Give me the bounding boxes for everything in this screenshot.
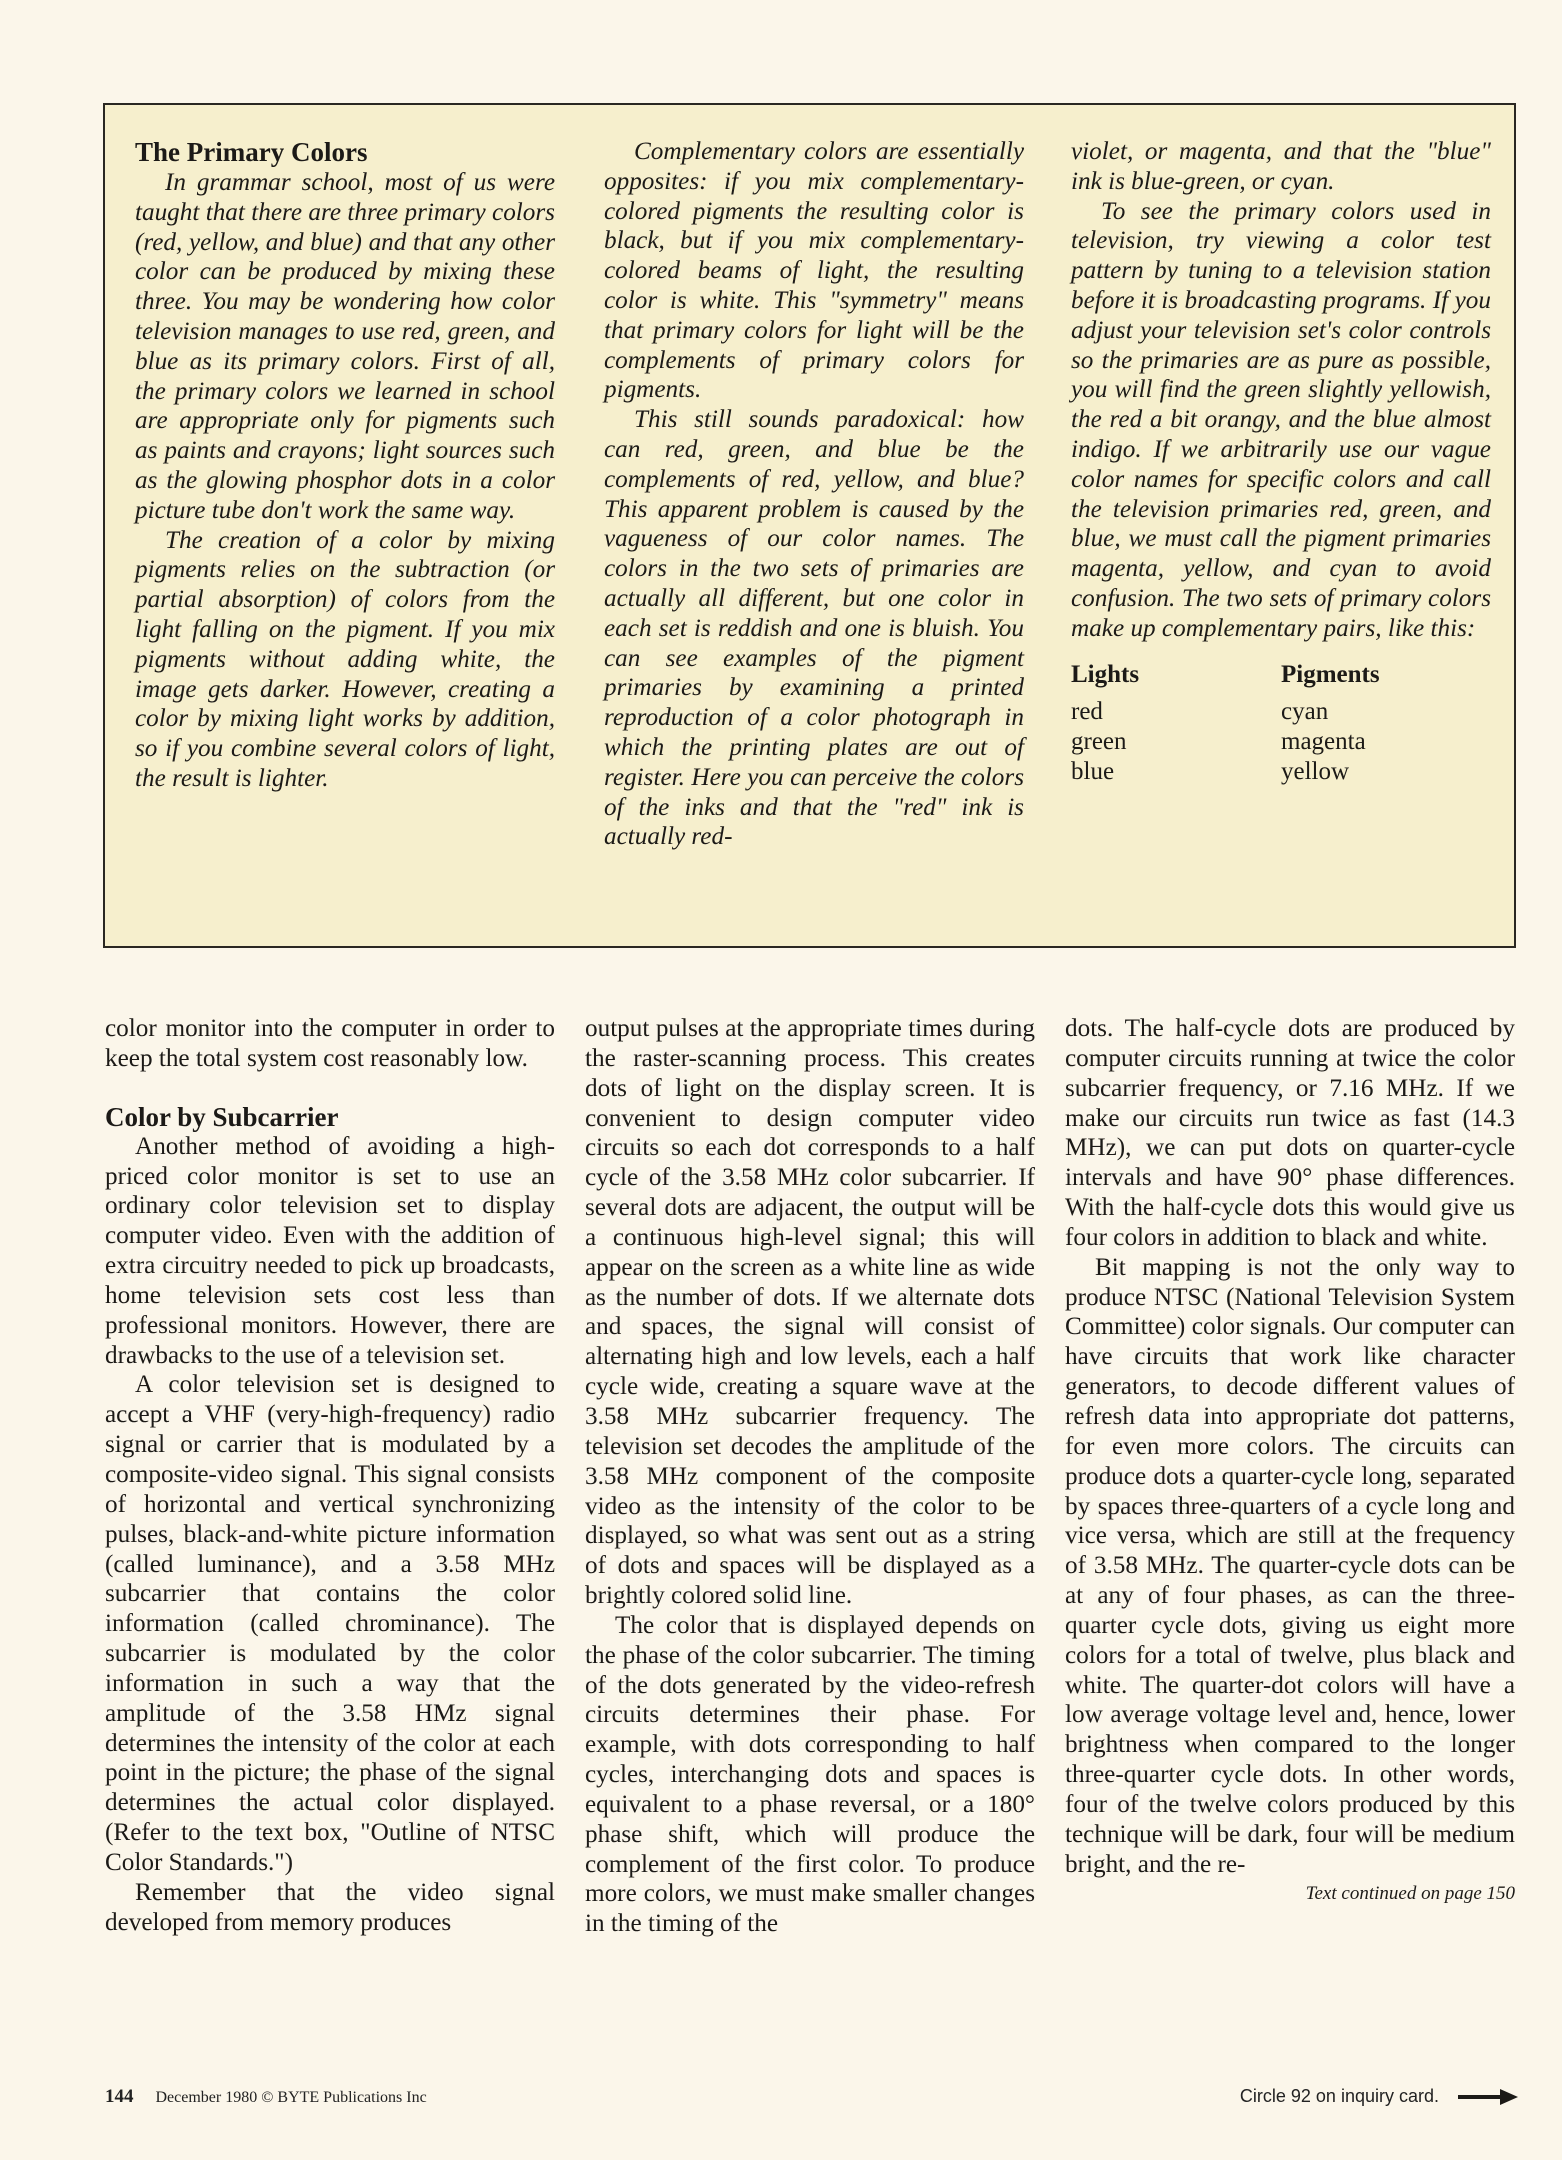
inquiry-text: Circle 92 on inquiry card. <box>1239 2086 1439 2106</box>
sidebar-paragraph: The creation of a color by mixing pigments relies on the subtraction (or partial absorption) of colors from the light falling on the pigment. If you mix pigments without adding white, the image gets darker. However, creating a color by mixing light works by addition, so if you combine several colors of light, the result is lighter. <box>135 526 555 792</box>
table-row <box>1071 727 1491 757</box>
article-paragraph: A color television set is designed to accept a VHF (very-high-frequency) radio signal or carrier that is modulated by a composite-video signal. This signal consists of horizontal and vertical synchronizing pulses, black-and-white picture information (called luminance), and a 3.58 MHz subcarrier that contains the color information (called chrominance). The subcarrier is modulated by the color information in such a way that the amplitude of the 3.58 HMz signal determines the intensity of the color at each point in the picture; the phase of the signal determines the actual color displayed. (Refer to the text box, "Outline of NTSC Color Standards.") <box>105 1371 555 1876</box>
article-column-2 <box>585 1014 1035 1939</box>
table-cell-light: blue <box>1071 757 1115 785</box>
sidebar-title: The Primary Colors <box>135 137 368 167</box>
page-footer <box>105 2086 427 2108</box>
article-paragraph: color monitor into the computer in order to keep the total system cost reasonably low. <box>105 1015 555 1072</box>
primary-colors-sidebar-box <box>103 103 1516 948</box>
page-number: 144 <box>105 2086 134 2107</box>
complementary-pairs-table <box>1071 660 1491 787</box>
inquiry-note <box>1240 2086 1518 2107</box>
article-column-1 <box>105 1014 555 1937</box>
sidebar-column-3 <box>1071 137 1491 787</box>
sidebar-column-2 <box>604 137 1024 852</box>
table-row <box>1071 697 1491 727</box>
table-cell-light: red <box>1071 698 1103 726</box>
sidebar-paragraph: In grammar school, most of us were taught that there are three primary colors (red, yellow, and blue) and that any other color can be produced by mixing these three. You may be wondering how color television manages to use red, green, and blue as its primary colors. First of all, the primary colors we learned in school are appropriate only for pigments such as paints and crayons; light sources such as the glowing phosphor dots in a color picture tube don't work the same way. <box>135 169 555 524</box>
article-paragraph: Remember that the video signal developed from memory produces <box>105 1878 555 1936</box>
sidebar-paragraph: To see the primary colors used in television, try viewing a color test pattern by tuning to a television station before it is broadcasting programs. If you adjust your television set's color controls so the primaries are as pure as possible, you will find the green slightly yellowish, the red a bit orangy, and the blue almost indigo. If we arbitrarily use our vague color names for specific colors and call the television primaries red, green, and blue, we must call the pigment primaries magenta, yellow, and cyan to avoid confusion. The two sets of primary colors make up complementary pairs, like this: <box>1071 197 1491 642</box>
article-paragraph: dots. The half-cycle dots are produced by computer circuits running at twice the color subcarrier frequency, or 7.16 MHz. If we make our circuits run twice as fast (14.3 MHz), we can put dots on quarter-cycle intervals and have 90° phase differences. With the half-cycle dots this would give us four colors in addition to black and white. <box>1065 1015 1515 1251</box>
table-header-pigments: Pigments <box>1281 660 1380 688</box>
table-header-lights: Lights <box>1071 660 1140 688</box>
sidebar-column-1 <box>135 137 555 794</box>
article-paragraph: output pulses at the appropriate times during the raster-scanning process. This creates dots of light on the display screen. It is convenient to design computer video circuits so each dot corresponds to a half cycle of the 3.58 MHz color subcarrier. If several dots are adjacent, the output will be a continuous high-level signal; this will appear on the screen as a white line as wide as the number of dots. If we alternate dots and spaces, the signal will consist of alternating high and low levels, each a half cycle wide, creating a square wave at the 3.58 MHz subcarrier frequency. The television set decodes the amplitude of the 3.58 MHz component of the composite video as the intensity of the color to be displayed, so what was sent out as a string of dots and spaces will be displayed as a brightly colored solid line. <box>585 1015 1035 1610</box>
issue-credit: December 1980 © BYTE Publications Inc <box>155 2089 427 2106</box>
sidebar-paragraph: violet, or magenta, and that the "blue" ink is blue-green, or cyan. <box>1071 138 1491 195</box>
table-row <box>1071 757 1491 787</box>
section-heading: Color by Subcarrier <box>105 1101 339 1132</box>
article-column-3 <box>1065 1014 1515 1905</box>
table-cell-pigment: magenta <box>1281 728 1366 756</box>
sidebar-paragraph: Complementary colors are essentially opposites: if you mix complementary-colored pigments the resulting color is black, but if you mix complementary-colored beams of light, the resulting color is white. This "symmetry" means that primary colors for light will be the complements of primary colors for pigments. <box>604 138 1024 404</box>
article-paragraph: Another method of avoiding a high-priced color monitor is set to use an ordinary color television set to display computer video. Even with the addition of extra circuitry needed to pick up broadcasts, home television sets cost less than professional monitors. However, there are drawbacks to the use of a television set. <box>105 1132 555 1369</box>
article-paragraph: Bit mapping is not the only way to produce NTSC (National Television System Committee) color signals. Our computer can have circuits that work like character generators, to decode different values of refresh data into appropriate dot patterns, for even more colors. The circuits can produce dots a quarter-cycle long, separated by spaces three-quarters of a cycle long and vice versa, which are still at the frequency of 3.58 MHz. The quarter-cycle dots can be at any of four phases, as can the three-quarter cycle dots, giving us eight more colors for a total of twelve, plus black and white. The quarter-dot colors will have a low average voltage level and, hence, lower brightness when compared to the longer three-quarter cycle dots. In other words, four of the twelve colors produced by this technique will be dark, four will be medium bright, and the re- <box>1065 1253 1515 1878</box>
continued-note: Text continued on page 150 <box>1305 1883 1515 1905</box>
table-cell-pigment: yellow <box>1281 757 1350 785</box>
table-cell-pigment: cyan <box>1281 698 1329 726</box>
table-cell-light: green <box>1071 728 1127 756</box>
sidebar-paragraph: This still sounds paradoxical: how can red, green, and blue be the complements of red, yellow, and blue? This apparent problem is caused by the vagueness of our color names. The colors in the two sets of primaries are actually all different, but one color in each set is reddish and one is bluish. You can see examples of the pigment primaries by examining a printed reproduction of a color photograph in which the printing plates are out of register. Here you can perceive the colors of the inks and that the "red" ink is actually red- <box>604 406 1024 851</box>
article-paragraph: The color that is displayed depends on the phase of the color subcarrier. The timing of the dots generated by the video-refresh circuits determines their phase. For example, with dots corresponding to half cycles, interchanging dots and spaces is equivalent to a phase reversal, or a 180° phase shift, which will produce the complement of the first color. To produce more colors, we must make smaller changes in the timing of the <box>585 1611 1035 1938</box>
right-arrow-icon <box>1458 2088 1518 2106</box>
